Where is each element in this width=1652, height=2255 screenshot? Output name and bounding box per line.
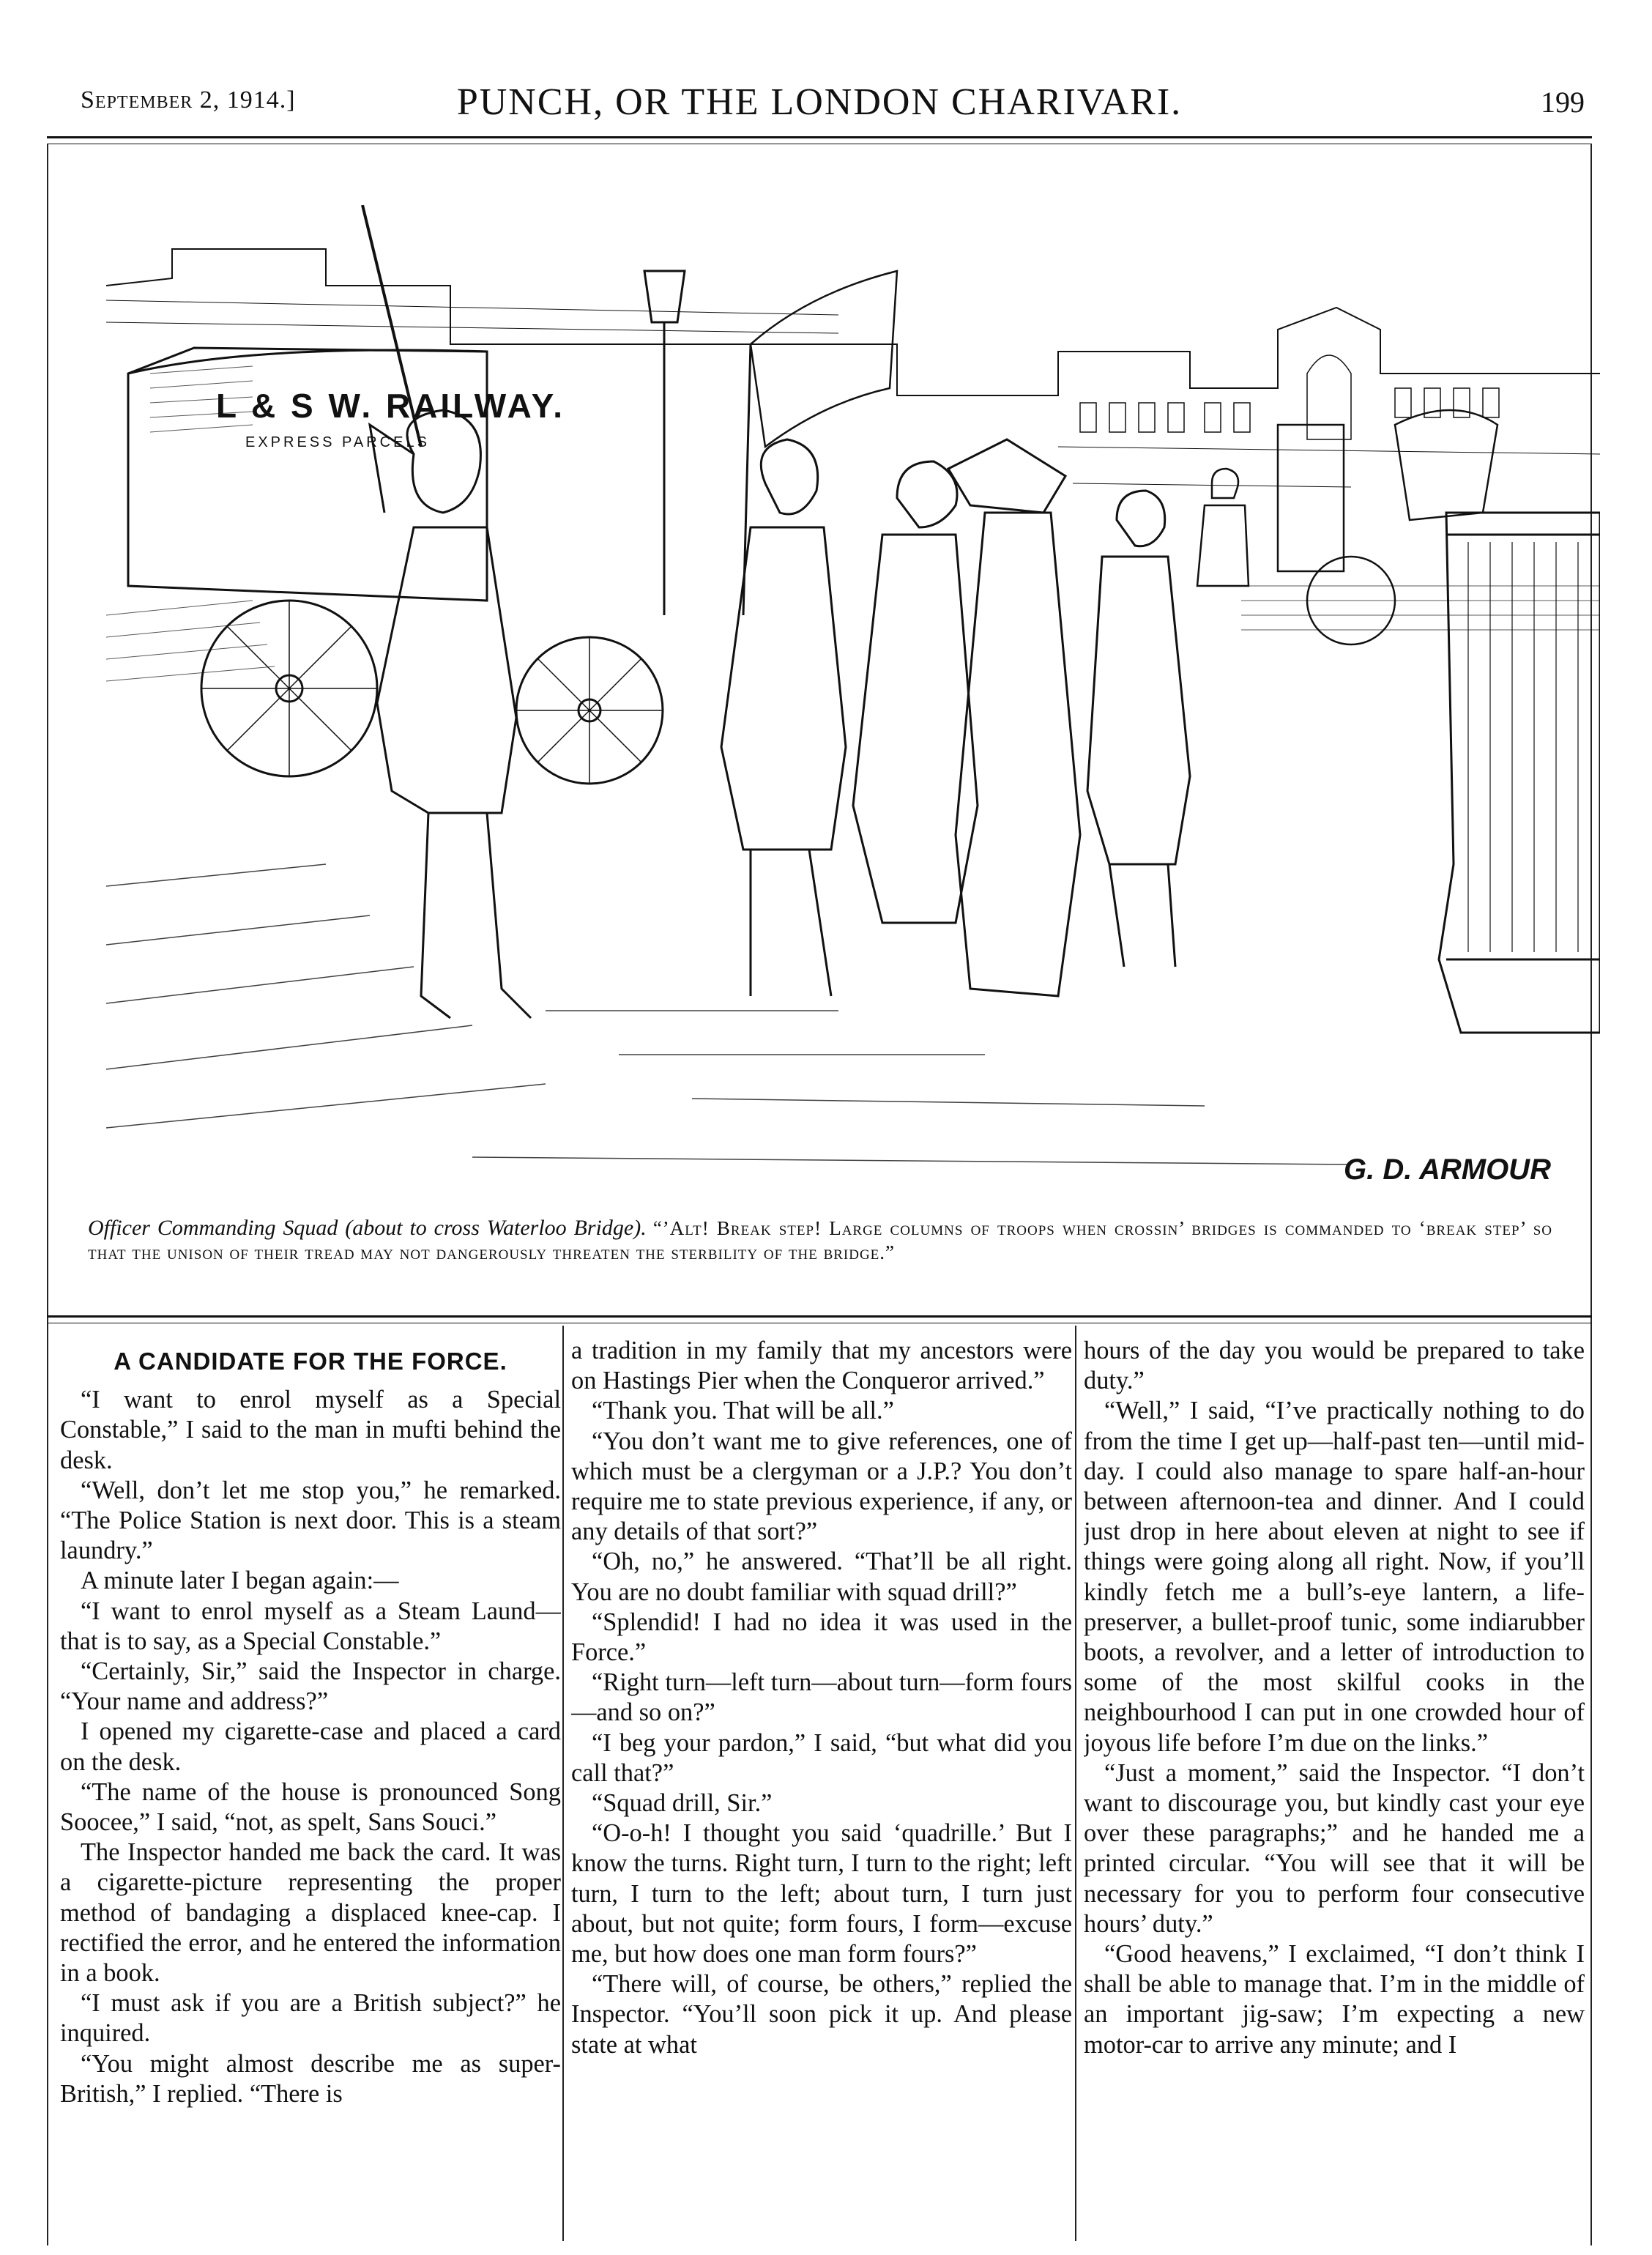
page-header [47, 81, 1592, 129]
article-title: A CANDIDATE FOR THE FORCE. [114, 1348, 507, 1375]
issue-date: September 2, 1914.] [81, 86, 296, 114]
paragraph: “Good heavens,” I exclaimed, “I don’t think I shall be able to manage that. I’m in the middle of an important jig-saw; I’m expecting a new motor-car to arrive any minute; and I [1084, 1940, 1585, 2059]
paragraph: a tradition in my family that my ancestors were on Hastings Pier when the Conqueror arrived.” [571, 1337, 1072, 1395]
masthead-title: PUNCH, OR THE LONDON CHARIVARI. [456, 81, 1183, 123]
paragraph: “Splendid! I had no idea it was used in the Force.” [571, 1608, 1072, 1667]
van-sublettering: EXPRESS PARCELS [245, 434, 430, 450]
lamp-post [644, 271, 685, 615]
paragraph: “You might almost describe me as super-British,” I replied. “There is [60, 2049, 561, 2108]
paragraph: “I want to enrol myself as a Special Constable,” I said to the man in mufti behind the desk. [60, 1386, 561, 1474]
header-rule [47, 136, 1592, 138]
paragraph: “Well,” I said, “I’ve practically nothing to do from the time I get up—half-past ten—until mid-day. I could also manage to spare half-an-hour between afternoon-tea and dinner. And I could just drop in here about eleven at night to see if things were going along all right. Now, if you’ll kindly fetch me a bull’s-eye lantern, a life-preserver, a bullet-proof tunic, some indiarubber boots, a revolver, and a letter of introduction to some of the most skilful cooks in the neighbourhood I can put in one crowded hour of joyous life before I’m due on the links.” [1084, 1397, 1585, 1757]
paragraph: I opened my cigarette-case and placed a card on the desk. [60, 1717, 561, 1776]
paragraph: “There will, of course, be others,” replied the Inspector. “You’ll soon pick it up. And please state at what [571, 1970, 1072, 2059]
paragraph: “O-o-h! I thought you said ‘quadrille.’ But I know the turns. Right turn, I turn to the right; left turn, I turn to the left; about turn, I turn just about, but not quite; form fours, I form—excuse me, but how does one man form fours?” [571, 1819, 1072, 1969]
paragraph: “I beg your pardon,” I said, “but what did you call that?” [571, 1728, 1072, 1787]
column-rule-1 [562, 1326, 564, 2241]
caption-speech: “’Alt! Break step! Large columns of troops when crossin’ bridges is commanded to ‘break step’ so that the unison of their tread may not dangerously threaten the sterbility of the bridge.” [88, 1217, 1553, 1263]
banner-flag [751, 271, 897, 447]
paragraph: A minute later I began again:— [81, 1567, 399, 1595]
squad-figures [721, 439, 1190, 996]
page-number: 199 [1541, 86, 1585, 119]
artist-signature: G. D. ARMOUR [1344, 1153, 1551, 1186]
bridge-pier [1439, 513, 1600, 1033]
van-lettering: L & S W. RAILWAY. [216, 387, 565, 425]
paragraph: “Right turn—left turn—about turn—form fours—and so on?” [571, 1668, 1072, 1727]
cartoon-caption [88, 1216, 1552, 1265]
paragraph: “Well, don’t let me stop you,” he remarked. “The Police Station is next door. This is a steam laundry.” [60, 1476, 561, 1565]
article-column-2 [571, 1336, 1072, 2241]
paragraph: The Inspector handed me back the card. It was a cigarette-picture representing the proper method of bandaging a displaced knee-cap. I rectified the error, and he entered the information in a book. [60, 1838, 561, 1988]
article-column-3 [1084, 1336, 1585, 2241]
page-frame-left [47, 144, 48, 2245]
paragraph: hours of the day you would be prepared to take duty.” [1084, 1337, 1585, 1395]
article-column-1 [60, 1336, 561, 2241]
paragraph: “Just a moment,” said the Inspector. “I don’t want to discourage you, but kindly cast your eye over these paragraphs;” and he handed me a printed circular. “You will see that it will be necessary for you to perform four consecutive hours’ duty.” [1084, 1758, 1585, 1938]
paragraph: “I must ask if you are a British subject?” he inquired. [60, 1989, 561, 2048]
paragraph: “Squad drill, Sir.” [592, 1789, 773, 1818]
paragraph: “Certainly, Sir,” said the Inspector in charge. “Your name and address?” [60, 1657, 561, 1716]
paragraph: “The name of the house is pronounced Song Soocee,” I said, “not, as spelt, Sans Souci.” [60, 1777, 561, 1837]
cartoon-illustration [106, 205, 1600, 1201]
paragraph: “Oh, no,” he answered. “That’ll be all right. You are no doubt familiar with squad drill?” [571, 1548, 1072, 1606]
caption-lead: Officer Commanding Squad (about to cross Waterloo Bridge). [88, 1216, 647, 1240]
paragraph: “I want to enrol myself as a Steam Laund—that is to say, as a Special Constable.” [60, 1597, 561, 1655]
paragraph: “Thank you. That will be all.” [592, 1397, 894, 1425]
paragraph: “You don’t want me to give references, one of which must be a clergyman or a J.P.? You don’t require me to state previous experience, if any, or any details of that sort?” [571, 1427, 1072, 1546]
caption-rule [47, 1315, 1592, 1318]
column-rule-2 [1075, 1326, 1076, 2241]
background-cart [1197, 410, 1497, 644]
